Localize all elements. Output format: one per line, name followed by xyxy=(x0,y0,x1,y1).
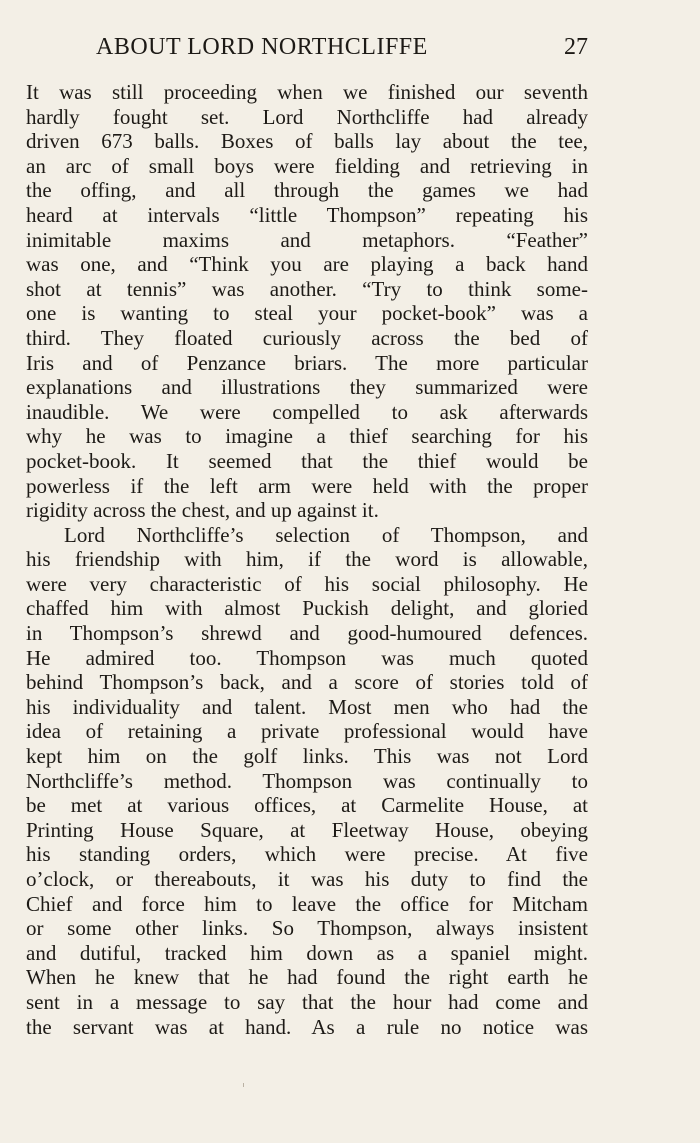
text-line: pocket-book. It seemed that the thief would be xyxy=(26,448,588,473)
text-line: It was still proceeding when we finished our seventh xyxy=(26,80,588,104)
text-line: Iris and of Penzance briars. The more particular xyxy=(26,350,588,375)
page-number: 27 xyxy=(564,34,588,60)
paragraph-end-line: rigidity across the chest, and up against it. xyxy=(26,498,379,523)
text-line: driven 673 balls. Boxes of balls lay about the tee, xyxy=(26,129,588,154)
text-line: third. They floated curiously across the bed of xyxy=(26,325,588,350)
text-line: the offing, and all through the games we had xyxy=(26,178,588,203)
text-line: Chief and force him to leave the office for Mitcham xyxy=(26,891,588,916)
text-line: Printing House Square, at Fleetway House, obeying xyxy=(26,817,588,842)
text-line: be met at various offices, at Carmelite House, at xyxy=(26,793,588,818)
paragraph-start-line: Lord Northcliffe’s selection of Thompson, and xyxy=(64,522,588,547)
text-line: idea of retaining a private professional would have xyxy=(26,719,588,744)
text-line: why he was to imagine a thief searching for his xyxy=(26,424,588,449)
text-line: He admired too. Thompson was much quoted xyxy=(26,645,588,670)
text-line: sent in a message to say that the hour had come and xyxy=(26,989,588,1014)
text-line: behind Thompson’s back, and a score of stories told of xyxy=(26,670,588,695)
text-line: shot at tennis” was another. “Try to think some- xyxy=(26,276,588,301)
text-line: heard at intervals “little Thompson” repeating his xyxy=(26,202,588,227)
text-line: in Thompson’s shrewd and good-humoured defences. xyxy=(26,621,588,646)
text-line: an arc of small boys were fielding and retrieving in xyxy=(26,153,588,178)
text-line: o’clock, or thereabouts, it was his duty to find the xyxy=(26,867,588,891)
text-line: chaffed him with almost Puckish delight, and gloried xyxy=(26,596,588,621)
text-line: or some other links. So Thompson, always insistent xyxy=(26,916,588,941)
text-line: inimitable maxims and metaphors. “Feather” xyxy=(26,227,588,252)
text-line: hardly fought set. Lord Northcliffe had already xyxy=(26,104,588,129)
text-line: When he knew that he had found the right earth he xyxy=(26,965,588,990)
paper-speck xyxy=(243,1083,244,1087)
text-line: were very characteristic of his social philosophy. He xyxy=(26,571,588,596)
body-text xyxy=(26,80,588,1039)
running-head xyxy=(26,34,588,64)
text-line: inaudible. We were compelled to ask afterwards xyxy=(26,399,588,424)
text-line: his standing orders, which were precise. At five xyxy=(26,842,588,867)
text-line: Northcliffe’s method. Thompson was continually to xyxy=(26,768,588,793)
text-line: his individuality and talent. Most men who had the xyxy=(26,694,588,719)
text-line: explanations and illustrations they summarized were xyxy=(26,375,588,400)
text-line: was one, and “Think you are playing a back hand xyxy=(26,252,588,277)
text-line: powerless if the left arm were held with the proper xyxy=(26,473,588,498)
running-title: ABOUT LORD NORTHCLIFFE xyxy=(96,34,428,60)
text-line: kept him on the golf links. This was not Lord xyxy=(26,744,588,769)
text-line: the servant was at hand. As a rule no notice was xyxy=(26,1014,588,1039)
text-line: his friendship with him, if the word is allowable, xyxy=(26,547,588,572)
text-line: and dutiful, tracked him down as a spaniel might. xyxy=(26,940,588,965)
text-line: one is wanting to steal your pocket-book” was a xyxy=(26,301,588,326)
